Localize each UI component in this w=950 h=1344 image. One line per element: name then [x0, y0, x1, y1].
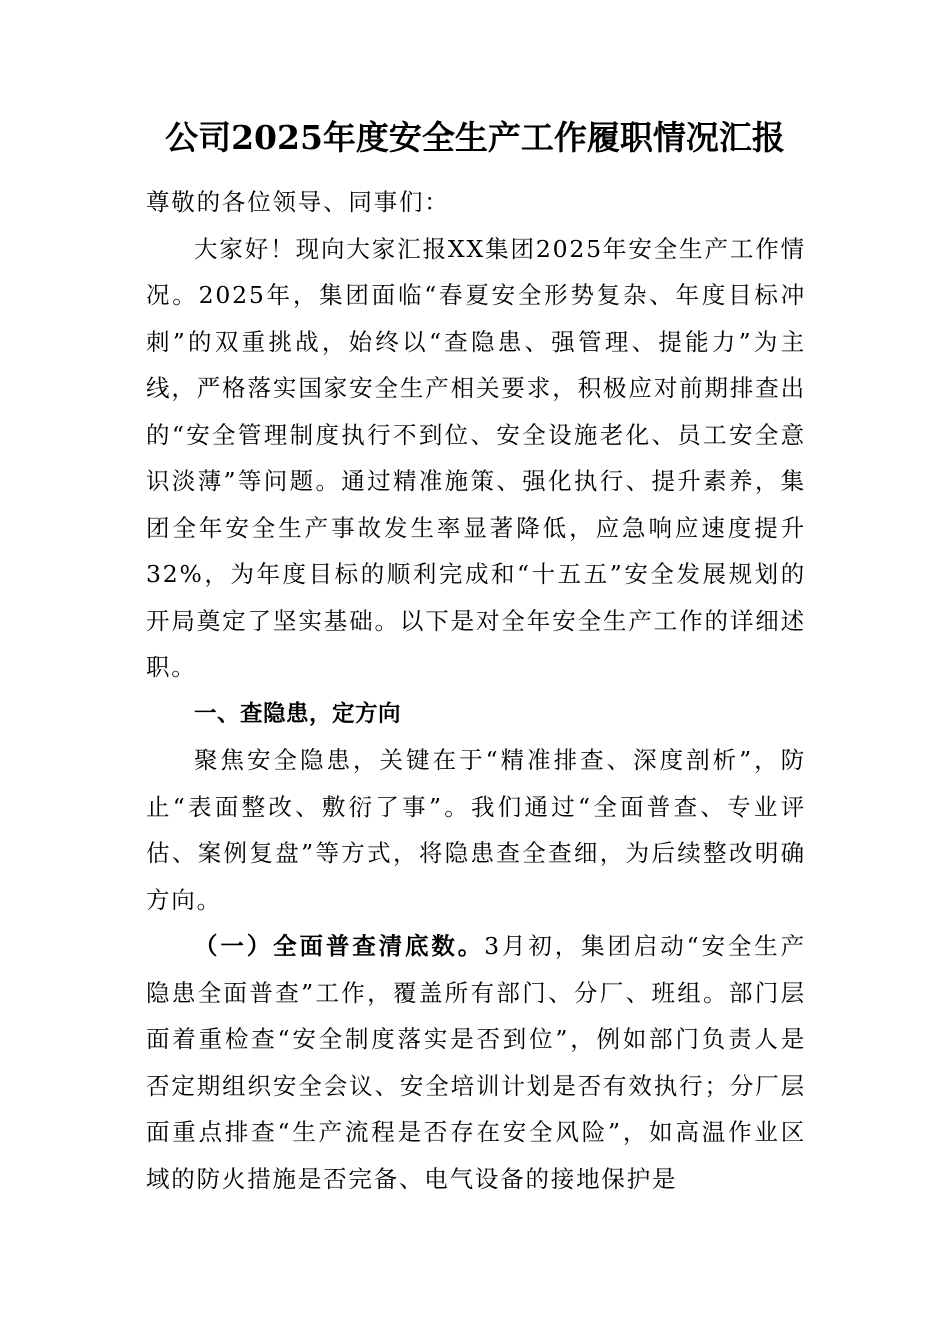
intro-paragraph: 大家好！现向大家汇报XX集团2025年安全生产工作情况。2025年，集团面临“春夏安全形势复杂、年度目标冲刺”的双重挑战，始终以“查隐患、强管理、提能力”为主线，严格落实国家安全生产相关要求，积极应对前期排查出的“安全管理制度执行不到位、安全设施老化、员工安全意识淡薄”等问题。通过精准施策、强化执行、提升素养，集团全年安全生产事故发生率显著降低，应急响应速度提升32%，为年度目标的顺利完成和“十五五”安全发展规划的开局奠定了坚实基础。以下是对全年安全生产工作的详细述职。: [146, 234, 806, 681]
salutation: 尊敬的各位领导、同事们：: [146, 188, 450, 216]
section-1-paragraph: 聚焦安全隐患，关键在于“精准排查、深度剖析”，防止“表面整改、敷衍了事”。我们通过“全面普查、专业评估、案例复盘”等方式，将隐患查全查细，为后续整改明确方向。: [146, 746, 806, 914]
subsection-1-paragraph: [146, 923, 806, 1202]
section-heading-1: 一、查隐患，定方向: [194, 700, 402, 727]
subsection-1-text: 3月初，集团启动“安全生产隐患全面普查”工作，覆盖所有部门、分厂、班组。部门层面着重检查“安全制度落实是否到位”，例如部门负责人是否定期组织安全会议、安全培训计划是否有效执行；分厂层面重点排查“生产流程是否存在安全风险”，如高温作业区域的防火措施是否完备、电气设备的接地保护是: [146, 932, 806, 1193]
document-title: 公司2025年度安全生产工作履职情况汇报: [165, 118, 785, 157]
document-body: [146, 179, 806, 1202]
subsection-1-lead: （一）全面普查清底数。: [194, 932, 485, 960]
